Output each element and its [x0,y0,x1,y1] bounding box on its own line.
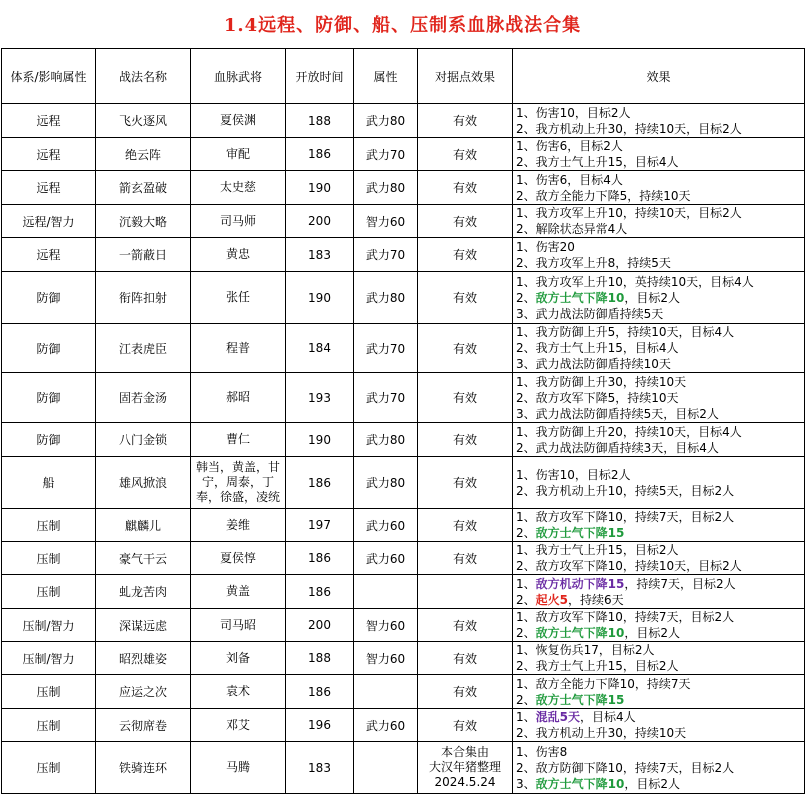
table-row [2,104,805,138]
effect-line [516,138,804,154]
cell-tactic-name: 衔阵扣射 [96,272,191,324]
cell-general: 太史慈 [191,171,286,205]
cell-open-time: 183 [286,742,354,794]
cell-tactic-name: 江表虎臣 [96,324,191,373]
cell-open-time: 190 [286,272,354,324]
effect-text: 2、 [516,692,536,707]
effect-line [516,542,804,558]
cell-open-time: 200 [286,609,354,642]
cell-system: 远程 [2,238,96,272]
cell-effect [513,509,805,542]
cell-stronghold-effect: 有效 [418,509,513,542]
cell-open-time: 186 [286,457,354,509]
table-row [2,171,805,205]
cell-system: 压制 [2,575,96,609]
cell-open-time: 186 [286,675,354,709]
effect-text: 1、伤害8 [516,744,568,759]
cell-tactic-name: 虬龙苦肉 [96,575,191,609]
effect-line [516,558,804,574]
cell-stronghold-effect: 本合集由 大汉年猪整理 2024.5.24 [418,742,513,794]
cell-attribute: 武力70 [354,238,418,272]
cell-tactic-name: 应运之次 [96,675,191,709]
cell-attribute: 智力60 [354,205,418,238]
effect-line [516,324,804,340]
effect-text: 1、敌方攻军下降10，持续7天，目标2人 [516,610,735,624]
cell-stronghold-effect: 有效 [418,238,513,272]
cell-tactic-name: 一箭蔽日 [96,238,191,272]
cell-tactic-name: 豪气干云 [96,542,191,575]
cell-attribute: 武力70 [354,138,418,171]
effect-text: 2、我方士气上升15，目标4人 [516,155,679,169]
effect-text: ，持续7天，目标2人 [624,576,736,591]
effect-line [516,188,804,204]
effect-line [516,306,804,322]
table-row [2,457,805,509]
cell-stronghold-effect: 有效 [418,675,513,709]
cell-tactic-name: 云彻席卷 [96,709,191,742]
cell-stronghold-effect: 有效 [418,272,513,324]
cell-general: 司马昭 [191,609,286,642]
effect-text: 1、伤害10，目标2人 [516,467,631,482]
cell-general: 曹仁 [191,423,286,457]
effect-line [516,609,804,625]
table-row [2,272,805,324]
effect-line [516,467,804,483]
cell-general: 夏侯惇 [191,542,286,575]
table-row [2,324,805,373]
header-stronghold-effect: 对据点效果 [418,49,513,104]
effect-text: 1、伤害6，目标4人 [516,172,623,187]
effect-text: 2、我方机动上升10，持续5天，目标2人 [516,483,735,498]
effect-text: 2、 [516,592,536,607]
effect-line [516,509,804,525]
cell-system: 压制/智力 [2,642,96,675]
effect-text: 2、 [516,626,536,640]
header-system: 体系/影响属性 [2,49,96,104]
cell-effect [513,238,805,272]
effect-line [516,592,804,608]
cell-stronghold-effect: 有效 [418,373,513,423]
table-row [2,542,805,575]
effect-line [516,525,804,541]
effect-text: 3、 [516,776,536,791]
effect-line [516,776,804,792]
effect-text: 2、敌方攻军下降5，持续10天 [516,390,679,405]
cell-tactic-name: 固若金汤 [96,373,191,423]
cell-stronghold-effect: 有效 [418,457,513,509]
cell-general: 袁术 [191,675,286,709]
cell-attribute [354,575,418,609]
effect-text: 2、 [516,526,536,540]
effect-text: 1、伤害10，目标2人 [516,105,631,120]
cell-stronghold-effect: 有效 [418,642,513,675]
cell-stronghold-effect: 有效 [418,542,513,575]
effect-text: 2、敌方攻军下降10，持续10天，目标2人 [516,559,742,573]
cell-effect [513,104,805,138]
header-tactic-name: 战法名称 [96,49,191,104]
effect-text: 2、我方机动上升30，持续10天，目标2人 [516,121,742,136]
cell-open-time: 190 [286,423,354,457]
effect-text: ，目标2人 [624,776,680,791]
cell-tactic-name: 箭玄盈破 [96,171,191,205]
effect-text: 1、我方防御上升20，持续10天，目标4人 [516,424,742,439]
cell-system: 压制 [2,542,96,575]
header-row [2,49,805,104]
cell-attribute: 武力60 [354,542,418,575]
table-row [2,742,805,794]
cell-effect [513,373,805,423]
cell-tactic-name: 八门金锁 [96,423,191,457]
page-title: 1.4远程、防御、船、压制系血脉战法合集 [223,14,582,36]
cell-tactic-name: 绝云阵 [96,138,191,171]
effect-text: 1、敌方全能力下降10，持续7天 [516,676,691,691]
cell-effect [513,324,805,373]
effect-line [516,390,804,406]
effect-highlight: 敌方机动下降15 [535,576,625,591]
cell-attribute: 武力60 [354,709,418,742]
effect-line [516,154,804,170]
cell-attribute [354,742,418,794]
effect-line [516,255,804,271]
header-effect: 效果 [513,49,805,104]
cell-general: 姜维 [191,509,286,542]
table-row [2,423,805,457]
cell-effect [513,609,805,642]
table-row [2,575,805,609]
effect-text: 3、武力战法防御盾持续10天 [516,357,671,371]
cell-system: 远程 [2,138,96,171]
cell-system: 远程 [2,104,96,138]
cell-system: 压制 [2,675,96,709]
cell-effect [513,742,805,794]
effect-line [516,105,804,121]
cell-attribute [354,675,418,709]
effect-line [516,424,804,440]
cell-general: 刘备 [191,642,286,675]
cell-system: 防御 [2,272,96,324]
effect-text: 1、我方防御上升5，持续10天，目标4人 [516,325,735,339]
cell-open-time: 184 [286,324,354,373]
effect-highlight: 敌方士气下降15 [535,692,625,707]
table-row [2,709,805,742]
cell-tactic-name: 麒麟儿 [96,509,191,542]
cell-general: 张任 [191,272,286,324]
effect-text: 1、 [516,710,536,724]
effect-line [516,121,804,137]
cell-effect [513,575,805,609]
effect-line [516,725,804,741]
effect-line [516,642,804,658]
effect-text: 1、伤害6，目标2人 [516,139,623,153]
cell-tactic-name: 铁骑连环 [96,742,191,794]
effect-line [516,760,804,776]
table-row [2,205,805,238]
effect-text: 1、 [516,576,536,591]
effect-text: ，目标2人 [624,290,680,305]
cell-stronghold-effect: 有效 [418,609,513,642]
cell-general: 郝昭 [191,373,286,423]
cell-attribute: 武力60 [354,509,418,542]
effect-text: 1、我方防御上升30，持续10天 [516,374,687,389]
table-row [2,675,805,709]
cell-open-time: 183 [286,238,354,272]
effect-line [516,709,804,725]
effect-text: 2、 [516,290,536,305]
header-general: 血脉武将 [191,49,286,104]
cell-general: 审配 [191,138,286,171]
effect-line [516,205,804,221]
cell-tactic-name: 沉毅大略 [96,205,191,238]
effect-line [516,692,804,708]
effect-text: 2、武力战法防御盾持续3天，目标4人 [516,440,719,455]
cell-system: 防御 [2,324,96,373]
cell-general: 黄盖 [191,575,286,609]
cell-general: 程普 [191,324,286,373]
cell-system: 远程 [2,171,96,205]
effect-text: 1、我方士气上升15，目标2人 [516,543,679,557]
effect-text: 1、恢复伤兵17，目标2人 [516,643,655,657]
cell-open-time: 188 [286,642,354,675]
cell-system: 压制 [2,509,96,542]
cell-effect [513,709,805,742]
effect-line [516,274,804,290]
table-row [2,138,805,171]
cell-effect [513,423,805,457]
cell-general: 夏侯渊 [191,104,286,138]
effect-line [516,374,804,390]
effect-text: 3、武力战法防御盾持续5天 [516,306,664,321]
cell-stronghold-effect: 有效 [418,171,513,205]
cell-attribute: 智力60 [354,609,418,642]
effect-line [516,406,804,422]
cell-open-time: 188 [286,104,354,138]
cell-attribute: 武力80 [354,457,418,509]
effect-highlight: 敌方士气下降10 [535,626,625,640]
effect-text: ，目标2人 [624,626,680,640]
effect-line [516,440,804,456]
cell-open-time: 193 [286,373,354,423]
effect-line [516,483,804,499]
cell-attribute: 武力80 [354,423,418,457]
cell-tactic-name: 雄风掀浪 [96,457,191,509]
effect-text: ，目标4人 [580,710,636,724]
cell-attribute: 武力80 [354,171,418,205]
table-row [2,609,805,642]
cell-stronghold-effect [418,575,513,609]
cell-general: 司马师 [191,205,286,238]
cell-open-time: 197 [286,509,354,542]
cell-effect [513,272,805,324]
effect-text: 2、解除状态异常4人 [516,222,628,236]
cell-tactic-name: 深谋远虑 [96,609,191,642]
effect-line [516,676,804,692]
cell-open-time: 186 [286,138,354,171]
cell-effect [513,457,805,509]
cell-tactic-name: 昭烈雄姿 [96,642,191,675]
cell-stronghold-effect: 有效 [418,709,513,742]
cell-tactic-name: 飞火逐风 [96,104,191,138]
cell-attribute: 武力80 [354,104,418,138]
effect-text: 2、我方士气上升15，目标4人 [516,341,679,355]
effect-line [516,625,804,641]
cell-effect [513,171,805,205]
effect-text: 2、我方攻军上升8，持续5天 [516,255,671,270]
cell-stronghold-effect: 有效 [418,205,513,238]
cell-system: 压制 [2,742,96,794]
table-row [2,238,805,272]
cell-general: 马腾 [191,742,286,794]
cell-system: 防御 [2,423,96,457]
cell-open-time: 196 [286,709,354,742]
cell-attribute: 武力70 [354,324,418,373]
effect-highlight: 敌方士气下降10 [535,776,625,791]
effect-highlight: 混乱5天 [535,710,580,724]
cell-effect [513,542,805,575]
header-open-time: 开放时间 [286,49,354,104]
cell-system: 远程/智力 [2,205,96,238]
effect-line [516,744,804,760]
tactics-table [1,48,805,794]
effect-highlight: 起火5 [535,592,568,607]
effect-text: 1、我方攻军上升10，持续10天，目标2人 [516,206,742,220]
effect-line [516,239,804,255]
effect-text: 1、伤害20 [516,239,575,254]
cell-effect [513,675,805,709]
effect-text: 3、武力战法防御盾持续5天，目标2人 [516,406,719,421]
cell-system: 压制 [2,709,96,742]
effect-text: 2、我方士气上升15，目标2人 [516,659,679,673]
effect-line [516,221,804,237]
cell-effect [513,642,805,675]
cell-stronghold-effect: 有效 [418,104,513,138]
effect-line [516,658,804,674]
effect-highlight: 敌方士气下降15 [535,526,625,540]
cell-open-time: 190 [286,171,354,205]
effect-text: ，持续6天 [568,592,624,607]
cell-open-time: 200 [286,205,354,238]
cell-system: 船 [2,457,96,509]
cell-effect [513,138,805,171]
table-row [2,509,805,542]
effect-text: 1、我方攻军上升10，英持续10天，目标4人 [516,274,754,289]
header-attribute: 属性 [354,49,418,104]
cell-open-time: 186 [286,575,354,609]
cell-attribute: 智力60 [354,642,418,675]
cell-general: 韩当，黄盖，甘宁，周泰，丁奉，徐盛，凌统 [191,457,286,509]
cell-attribute: 武力70 [354,373,418,423]
cell-general: 邓艾 [191,709,286,742]
effect-highlight: 敌方士气下降10 [535,290,625,305]
cell-system: 防御 [2,373,96,423]
effect-text: 2、敌方防御下降10，持续7天，目标2人 [516,760,735,775]
effect-line [516,172,804,188]
cell-stronghold-effect: 有效 [418,423,513,457]
effect-line [516,356,804,372]
cell-stronghold-effect: 有效 [418,324,513,373]
effect-line [516,340,804,356]
cell-effect [513,205,805,238]
cell-system: 压制/智力 [2,609,96,642]
cell-stronghold-effect: 有效 [418,138,513,171]
table-row [2,642,805,675]
effect-text: 2、我方机动上升30，持续10天 [516,726,687,740]
effect-text: 2、敌方全能力下降5，持续10天 [516,188,691,203]
cell-attribute: 武力80 [354,272,418,324]
cell-open-time: 186 [286,542,354,575]
table-row [2,373,805,423]
effect-line [516,290,804,306]
cell-general: 黄忠 [191,238,286,272]
effect-line [516,576,804,592]
effect-text: 1、敌方攻军下降10，持续7天，目标2人 [516,510,735,524]
